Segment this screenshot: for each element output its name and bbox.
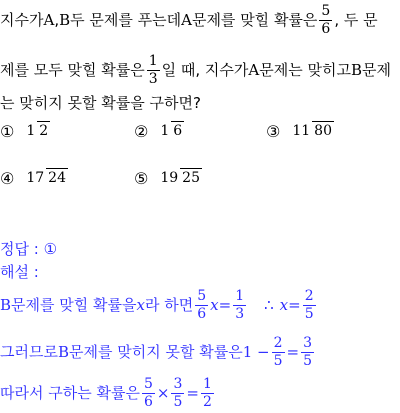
problem-line-2 [0,54,391,90]
problem-line-3 [0,96,201,116]
choice-fraction [24,124,50,139]
solution-line-2 [0,336,316,372]
numerator: 1 [148,53,158,69]
fraction [171,377,184,409]
choice-marker: ② [134,122,149,141]
one: 1 − [242,342,270,361]
choice-1[interactable] [0,122,52,141]
solution-line-3 [0,377,216,413]
problem-text: 제를 모두 맞힐 확률은 [0,60,145,79]
event-a: A [248,60,260,79]
denominator: 2 [39,123,49,140]
denominator: 3 [148,70,158,87]
problem-text: 문제 [362,60,391,79]
denominator: 5 [273,352,283,369]
solution-text: 그러므로 [0,342,58,361]
equals-sign: = [286,342,300,361]
problem-text: 일 때, 지수가 [161,60,249,79]
event-a: A [43,10,55,29]
choice-3[interactable] [266,122,336,141]
problem-text: , 두 문 [334,10,378,29]
event-b: B [59,10,71,29]
numerator: 1 [160,123,170,140]
problem-text: 문제는 맞히고 [259,60,351,79]
fraction [272,336,285,368]
numerator: 3 [173,376,183,392]
numerator: 5 [321,3,331,19]
numerator: 1 [202,376,212,392]
fraction [142,377,155,409]
choice-marker: ① [0,122,15,141]
choice-2[interactable] [134,122,186,141]
equals-sign: = [288,295,301,314]
numerator: 1 [26,123,36,140]
event-b: B [0,295,12,314]
solution-text: 따라서 구하는 확률은 [0,383,140,402]
event-b: B [57,342,69,361]
denominator: 24 [48,170,66,187]
denominator: 5 [304,305,314,322]
denominator: 6 [197,305,207,322]
choice-4[interactable] [0,169,70,188]
numerator: 2 [273,335,283,351]
fraction [195,289,208,321]
event-b: B [350,60,362,79]
variable-x: x [136,295,145,314]
fraction [201,377,214,409]
denominator: 5 [173,393,183,410]
fraction [233,289,246,321]
choice-marker: ⑤ [134,169,149,188]
numerator: 5 [143,376,153,392]
numerator: 5 [197,288,207,304]
explanation-label-line [0,265,39,283]
denominator: 6 [143,393,153,410]
numerator: 1 [235,288,245,304]
fraction [303,289,316,321]
denominator: 3 [235,305,245,322]
choice-marker: ④ [0,169,15,188]
therefore-symbol: ∴ [264,295,274,314]
numerator: 19 [160,170,179,187]
choice-fraction [24,171,68,186]
denominator: 5 [303,352,313,369]
solution-line-1 [0,289,318,327]
choice-marker: ③ [266,122,281,141]
fraction-prob-ab [147,54,160,86]
times-sign: × [156,383,170,402]
numerator: 3 [303,335,313,351]
solution-text: 문제를 맞히지 못할 확률은 [69,342,243,361]
solution-text: 라 하면 [144,295,194,314]
choice-fraction [290,124,334,139]
problem-line-1 [0,4,378,40]
numerator: 17 [26,170,45,187]
solution-text: 문제를 맞힐 확률을 [11,295,137,314]
answer-line [0,242,57,260]
denominator: 25 [182,170,200,187]
equals-sign: = [186,383,199,402]
explanation-label: 해설 : [0,263,39,281]
fraction-prob-a [319,4,332,36]
denominator: 6 [321,20,331,37]
problem-text: 두 문제를 푸는데 [70,10,182,29]
problem-text: 는 맞히지 못할 확률을 구하면? [0,94,201,112]
denominator: 2 [202,393,212,410]
problem-text: 지수가 [0,10,44,29]
answer-label: 정답 : ① [0,240,58,258]
comma: , [54,10,60,29]
choice-fraction [158,171,202,186]
equals-sign: = [218,295,232,314]
numerator: 11 [292,123,311,140]
choice-fraction [158,124,184,139]
fraction [301,336,314,368]
choice-5[interactable] [134,169,204,188]
variable-x: x [279,295,289,314]
denominator: 6 [173,123,183,140]
variable-x: x [210,295,219,314]
problem-text: 문제를 맞힐 확률은 [191,10,318,29]
event-a: A [181,10,192,29]
numerator: 2 [304,288,314,304]
denominator: 80 [314,123,332,140]
